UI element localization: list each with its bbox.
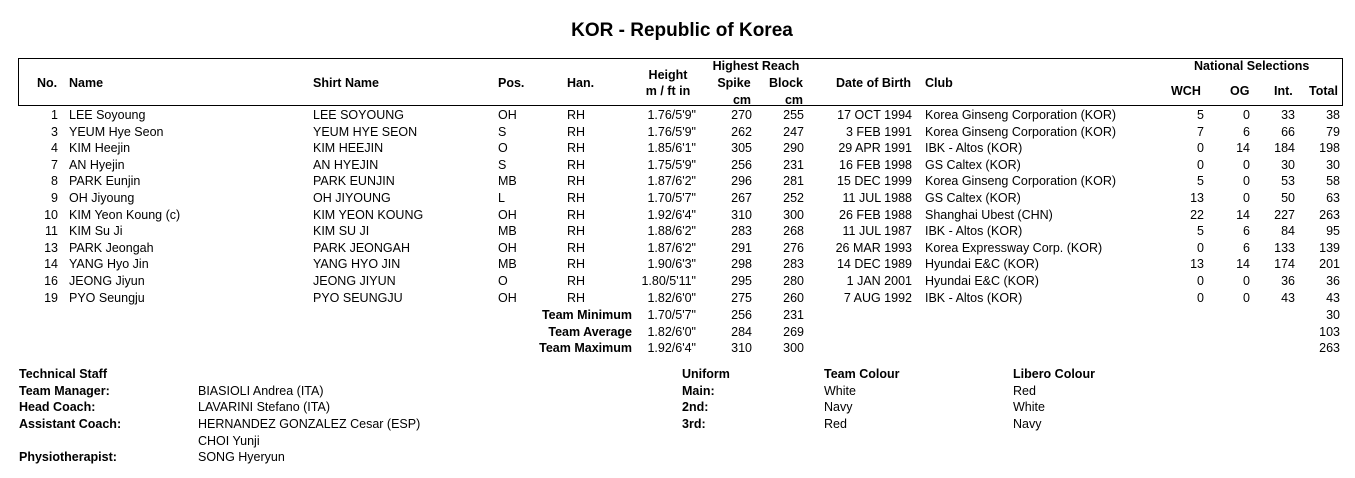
cell-wch: 0	[1197, 141, 1204, 156]
cell-pos: O	[498, 141, 508, 156]
cell-han: RH	[567, 290, 586, 305]
table-row	[0, 191, 1355, 208]
cell-club: Hyundai E&C (KOR)	[925, 257, 1039, 272]
cell-int: 30	[1281, 157, 1295, 172]
summary-row	[0, 325, 1355, 342]
cell-han: RH	[567, 274, 586, 288]
cell-block: 247	[783, 124, 804, 139]
table-row	[0, 208, 1355, 225]
cell-club: Korea Ginseng Corporation (KOR)	[925, 174, 1117, 189]
cell-pos: S	[498, 124, 507, 139]
cell-dob: 26 FEB 1988	[839, 207, 912, 222]
cell-name: YEUM Hye Seon	[69, 124, 164, 139]
cell-dob: 3 FEB 1991	[845, 124, 912, 139]
cell-han: RH	[567, 108, 586, 122]
cell-int: 66	[1281, 124, 1295, 139]
cell-int: 84	[1281, 224, 1295, 239]
cell-block: 276	[783, 240, 804, 255]
cell-no: 14	[44, 257, 58, 272]
cell-han: RH	[567, 141, 586, 156]
cell-int: 33	[1281, 108, 1295, 122]
cell-og: 0	[1243, 290, 1250, 305]
libero-colour: White	[1013, 400, 1045, 414]
cell-club: GS Caltex (KOR)	[925, 157, 1021, 172]
cell-block: 280	[783, 274, 804, 288]
cell-int: 53	[1281, 174, 1295, 189]
cell-wch: 7	[1197, 124, 1204, 139]
cell-club: IBK - Altos (KOR)	[925, 141, 1023, 156]
header-height: Height	[648, 68, 688, 82]
cell-dob: 17 OCT 1994	[837, 108, 912, 122]
cell-han: RH	[567, 224, 586, 239]
cell-block: 300	[783, 207, 804, 222]
cell-name: OH Jiyoung	[69, 191, 135, 205]
cell-shirt-name: OH JIYOUNG	[313, 191, 391, 205]
cell-pos: MB	[498, 257, 517, 272]
uniform-label: Main:	[682, 384, 715, 398]
cell-dob: 7 AUG 1992	[843, 290, 912, 305]
cell-og: 0	[1243, 108, 1250, 122]
cell-shirt-name: JEONG JIYUN	[313, 274, 396, 288]
cell-total: 30	[1326, 157, 1340, 172]
table-row	[0, 125, 1355, 142]
cell-name: KIM Su Ji	[69, 224, 123, 239]
table-row	[0, 224, 1355, 241]
cell-wch: 0	[1197, 274, 1204, 288]
cell-name: KIM Heejin	[69, 141, 131, 156]
cell-shirt-name: PYO SEUNGJU	[313, 290, 403, 305]
libero-colour: Navy	[1013, 417, 1042, 431]
header-total: Total	[1309, 84, 1338, 98]
cell-name: KIM Yeon Koung (c)	[69, 207, 181, 222]
cell-pos: OH	[498, 207, 517, 222]
cell-pos: MB	[498, 174, 517, 189]
cell-spike: 262	[731, 124, 752, 139]
cell-wch: 0	[1197, 290, 1204, 305]
cell-height: 1.92/6'4"	[647, 207, 696, 222]
staff-role: Team Manager:	[19, 384, 110, 398]
header-shirt-name: Shirt Name	[313, 76, 379, 90]
cell-spike: 296	[731, 174, 752, 189]
cell-total: 63	[1326, 191, 1340, 205]
cell-height: 1.76/5'9"	[647, 108, 696, 122]
cell-shirt-name: PARK JEONGAH	[313, 240, 411, 255]
cell-block: 260	[783, 290, 804, 305]
cell-name: LEE Soyoung	[69, 108, 146, 122]
cell-spike: 256	[731, 157, 752, 172]
header-height-unit: m / ft in	[645, 84, 691, 98]
cell-total: 43	[1326, 290, 1340, 305]
cell-spike: 275	[731, 290, 752, 305]
cell-club: GS Caltex (KOR)	[925, 191, 1021, 205]
cell-han: RH	[567, 207, 586, 222]
libero-colour-heading: Libero Colour	[1013, 367, 1095, 381]
cell-total: 198	[1319, 141, 1340, 156]
cell-han: RH	[567, 240, 586, 255]
cell-int: 50	[1281, 191, 1295, 205]
cell-spike: 270	[731, 108, 752, 122]
libero-colour: Red	[1013, 384, 1036, 398]
cell-club: Korea Ginseng Corporation (KOR)	[925, 124, 1117, 139]
table-row	[0, 291, 1355, 308]
cell-spike: 267	[731, 191, 752, 205]
cell-dob: 11 JUL 1987	[842, 224, 912, 239]
cell-og: 6	[1243, 224, 1250, 239]
cell-name: PYO Seungju	[69, 290, 145, 305]
cell-han: RH	[567, 191, 586, 205]
cell-no: 10	[44, 207, 58, 222]
staff-role: Physiotherapist:	[19, 450, 117, 464]
summary-label: Team Average	[548, 324, 632, 339]
cell-dob: 11 JUL 1988	[842, 191, 912, 205]
cell-int: 174	[1274, 257, 1295, 272]
staff-name: BIASIOLI Andrea (ITA)	[198, 384, 324, 398]
cell-pos: OH	[498, 240, 517, 255]
cell-club: IBK - Altos (KOR)	[925, 290, 1023, 305]
table-row	[0, 141, 1355, 158]
cell-height: 1.87/6'2"	[647, 174, 696, 189]
table-header-box	[18, 58, 1343, 106]
cell-total: 38	[1326, 108, 1340, 122]
cell-height: 1.75/5'9"	[647, 157, 696, 172]
summary-spike: 284	[731, 324, 752, 339]
header-dob: Date of Birth	[836, 76, 911, 90]
cell-dob: 26 MAR 1993	[835, 240, 912, 255]
cell-dob: 14 DEC 1989	[836, 257, 912, 272]
cell-name: PARK Eunjin	[69, 174, 141, 189]
cell-dob: 15 DEC 1999	[836, 174, 912, 189]
cell-pos: MB	[498, 224, 517, 239]
cell-block: 252	[783, 191, 804, 205]
cell-og: 6	[1243, 240, 1250, 255]
cell-og: 14	[1236, 141, 1250, 156]
header-block: Block	[768, 76, 804, 90]
cell-height: 1.70/5'7"	[647, 191, 696, 205]
cell-block: 255	[783, 108, 804, 122]
cell-total: 36	[1326, 274, 1340, 288]
summary-height: 1.82/6'0"	[647, 324, 696, 339]
header-int: Int.	[1274, 84, 1293, 98]
cell-dob: 1 JAN 2001	[846, 274, 912, 288]
cell-pos: L	[498, 191, 505, 205]
cell-no: 9	[51, 191, 58, 205]
cell-no: 1	[51, 108, 58, 122]
cell-pos: O	[498, 274, 508, 288]
cell-dob: 29 APR 1991	[838, 141, 912, 156]
cell-wch: 13	[1190, 191, 1204, 205]
cell-pos: OH	[498, 290, 517, 305]
cell-wch: 5	[1197, 174, 1204, 189]
summary-spike: 310	[731, 341, 752, 356]
summary-label: Team Maximum	[539, 341, 632, 356]
table-row	[0, 158, 1355, 175]
cell-name: JEONG Jiyun	[69, 274, 145, 288]
cell-shirt-name: YEUM HYE SEON	[313, 124, 418, 139]
cell-shirt-name: KIM YEON KOUNG	[313, 207, 424, 222]
cell-dob: 16 FEB 1998	[839, 157, 912, 172]
cell-og: 0	[1243, 157, 1250, 172]
team-colour: White	[824, 384, 856, 398]
cell-han: RH	[567, 257, 586, 272]
header-club: Club	[925, 76, 953, 90]
cell-int: 184	[1274, 141, 1295, 156]
cell-han: RH	[567, 124, 586, 139]
cell-shirt-name: KIM HEEJIN	[313, 141, 384, 156]
table-row	[0, 274, 1355, 291]
uniform-label: 3rd:	[682, 417, 706, 431]
header-spike: Spike	[717, 76, 751, 90]
header-national-selections: National Selections	[1194, 59, 1310, 73]
summary-height: 1.70/5'7"	[647, 308, 696, 322]
cell-spike: 295	[731, 274, 752, 288]
summary-total: 263	[1319, 341, 1340, 356]
summary-block: 300	[783, 341, 804, 356]
cell-no: 8	[51, 174, 58, 189]
cell-total: 263	[1319, 207, 1340, 222]
cell-club: Korea Expressway Corp. (KOR)	[925, 240, 1103, 255]
cell-shirt-name: YANG HYO JIN	[313, 257, 401, 272]
cell-han: RH	[567, 174, 586, 189]
cell-shirt-name: PARK EUNJIN	[313, 174, 395, 189]
cell-height: 1.85/6'1"	[647, 141, 696, 156]
cell-wch: 22	[1190, 207, 1204, 222]
page-title: KOR - Republic of Korea	[571, 20, 793, 41]
cell-height: 1.87/6'2"	[647, 240, 696, 255]
cell-spike: 283	[731, 224, 752, 239]
table-row	[0, 108, 1355, 125]
cell-height: 1.90/6'3"	[647, 257, 696, 272]
cell-name: AN Hyejin	[69, 157, 125, 172]
cell-wch: 5	[1197, 224, 1204, 239]
table-row	[0, 241, 1355, 258]
cell-int: 43	[1281, 290, 1295, 305]
cell-int: 227	[1274, 207, 1295, 222]
cell-block: 281	[783, 174, 804, 189]
cell-no: 19	[44, 290, 58, 305]
staff-heading: Technical Staff	[19, 367, 107, 381]
cell-no: 11	[45, 224, 58, 239]
cell-total: 139	[1319, 240, 1340, 255]
staff-name: SONG Hyeryun	[198, 450, 285, 464]
summary-total: 30	[1326, 308, 1340, 322]
summary-row	[0, 341, 1355, 358]
header-block-unit: cm	[784, 93, 804, 107]
cell-club: Hyundai E&C (KOR)	[925, 274, 1039, 288]
cell-wch: 13	[1190, 257, 1204, 272]
staff-name: LAVARINI Stefano (ITA)	[198, 400, 330, 414]
cell-og: 14	[1236, 257, 1250, 272]
header-wch: WCH	[1171, 84, 1201, 98]
cell-block: 268	[783, 224, 804, 239]
cell-no: 7	[51, 157, 58, 172]
cell-total: 58	[1326, 174, 1340, 189]
cell-total: 79	[1326, 124, 1340, 139]
summary-label: Team Minimum	[541, 308, 632, 322]
cell-og: 0	[1243, 274, 1250, 288]
cell-og: 6	[1243, 124, 1250, 139]
summary-row	[0, 308, 1355, 325]
table-row	[0, 174, 1355, 191]
cell-shirt-name: KIM SU JI	[313, 224, 370, 239]
cell-pos: OH	[498, 108, 517, 122]
cell-no: 13	[44, 240, 58, 255]
cell-wch: 0	[1197, 240, 1204, 255]
cell-block: 231	[783, 157, 804, 172]
table-row	[0, 257, 1355, 274]
summary-total: 103	[1319, 324, 1340, 339]
staff-role: Head Coach:	[19, 400, 96, 414]
uniform-label: 2nd:	[682, 400, 709, 414]
cell-no: 16	[44, 274, 58, 288]
summary-block: 231	[783, 308, 804, 322]
cell-wch: 0	[1197, 157, 1204, 172]
cell-pos: S	[498, 157, 507, 172]
header-name: Name	[69, 76, 104, 90]
cell-spike: 305	[731, 141, 752, 156]
cell-wch: 5	[1197, 108, 1204, 122]
team-colour: Red	[824, 417, 847, 431]
cell-og: 14	[1236, 207, 1250, 222]
uniform-heading: Uniform	[682, 367, 730, 381]
cell-block: 283	[783, 257, 804, 272]
cell-shirt-name: AN HYEJIN	[313, 157, 379, 172]
cell-club: IBK - Altos (KOR)	[925, 224, 1023, 239]
header-og: OG	[1230, 84, 1250, 98]
cell-spike: 291	[731, 240, 752, 255]
cell-og: 0	[1243, 174, 1250, 189]
cell-total: 95	[1326, 224, 1340, 239]
staff-role: Assistant Coach:	[19, 417, 122, 431]
header-han: Han.	[567, 76, 595, 90]
cell-shirt-name: LEE SOYOUNG	[313, 108, 404, 122]
header-no: No.	[37, 76, 58, 90]
team-colour: Navy	[824, 400, 853, 414]
cell-club: Shanghai Ubest (CHN)	[925, 207, 1053, 222]
staff-name: CHOI Yunji	[198, 434, 260, 448]
cell-height: 1.82/6'0"	[647, 290, 696, 305]
cell-name: YANG Hyo Jin	[69, 257, 149, 272]
cell-total: 201	[1319, 257, 1340, 272]
cell-height: 1.76/5'9"	[647, 124, 696, 139]
staff-name: HERNANDEZ GONZALEZ Cesar (ESP)	[198, 417, 421, 431]
cell-han: RH	[567, 157, 586, 172]
cell-height: 1.80/5'11"	[641, 274, 696, 288]
header-spike-unit: cm	[732, 93, 752, 107]
summary-height: 1.92/6'4"	[647, 341, 696, 356]
cell-spike: 310	[731, 207, 752, 222]
cell-no: 4	[51, 141, 58, 156]
header-pos: Pos.	[498, 76, 525, 90]
cell-int: 133	[1274, 240, 1295, 255]
summary-spike: 256	[731, 308, 752, 322]
cell-name: PARK Jeongah	[69, 240, 154, 255]
cell-height: 1.88/6'2"	[647, 224, 696, 239]
summary-block: 269	[783, 324, 804, 339]
cell-block: 290	[783, 141, 804, 156]
header-highest-reach: Highest Reach	[712, 59, 800, 73]
cell-club: Korea Ginseng Corporation (KOR)	[925, 108, 1117, 122]
cell-spike: 298	[731, 257, 752, 272]
cell-og: 0	[1243, 191, 1250, 205]
team-colour-heading: Team Colour	[824, 367, 900, 381]
cell-int: 36	[1281, 274, 1295, 288]
cell-no: 3	[51, 124, 58, 139]
